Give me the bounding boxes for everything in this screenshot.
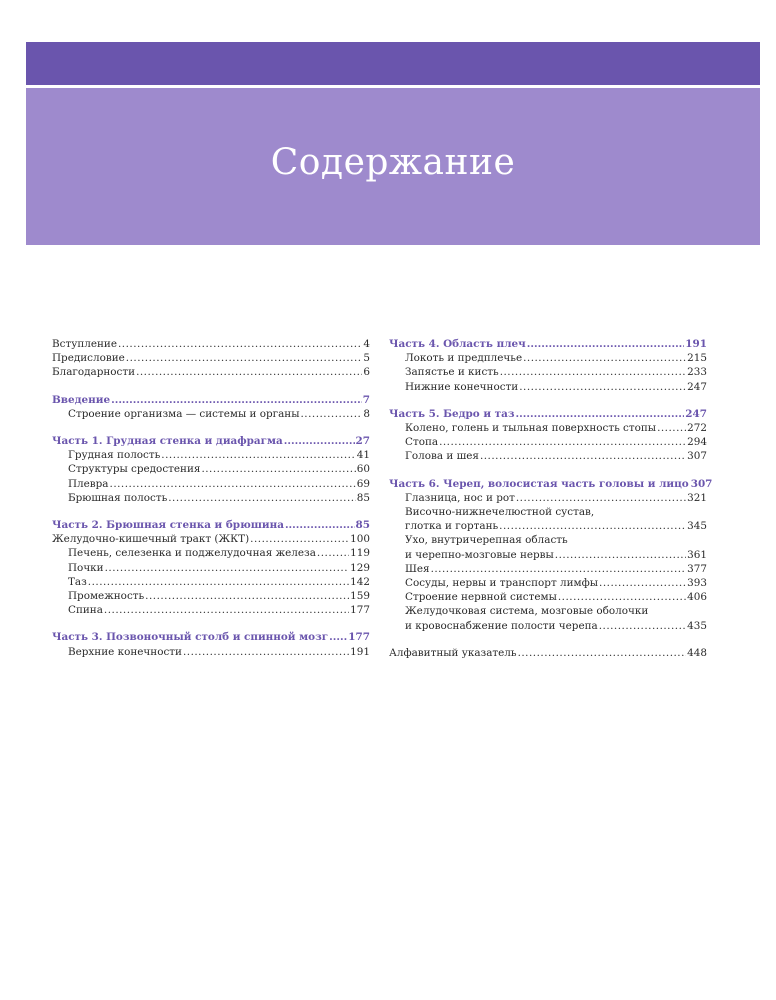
toc-part-heading[interactable] — [389, 477, 713, 491]
toc-page-number: 100 — [350, 533, 370, 546]
toc-entry-title: Алфавитный указатель — [389, 646, 517, 659]
toc-entry[interactable] — [389, 590, 707, 604]
toc-entry[interactable] — [389, 548, 707, 562]
dot-leader — [480, 449, 686, 463]
dot-leader — [285, 518, 355, 532]
toc-entry[interactable] — [52, 645, 370, 659]
toc-page-number: 294 — [687, 436, 707, 449]
toc-page-number: 191 — [685, 338, 707, 350]
toc-entry[interactable] — [389, 646, 707, 660]
toc-page-number: 7 — [362, 393, 370, 406]
toc-page-number: 4 — [363, 338, 370, 350]
dot-leader — [317, 546, 349, 560]
toc-entry-title: Печень, селезенка и поджелудочная железа — [68, 547, 316, 560]
dot-leader — [88, 575, 349, 589]
dot-leader — [518, 646, 687, 660]
dot-leader — [104, 603, 349, 617]
toc-entry-title: и черепно-мозговые нервы — [405, 548, 554, 561]
toc-entry[interactable] — [52, 532, 370, 546]
dot-leader — [118, 337, 362, 351]
toc-page-number: 41 — [356, 449, 370, 462]
dot-leader — [500, 365, 686, 379]
toc-entry[interactable] — [389, 435, 707, 449]
toc-entry[interactable] — [389, 421, 707, 435]
toc-entry-title: Колено, голень и тыльная поверхность стопы — [405, 422, 657, 435]
toc-spacer — [52, 617, 370, 630]
toc-entry-title: Часть 2. Брюшная стенка и брюшина — [52, 519, 284, 532]
toc-page-number: 406 — [687, 591, 707, 604]
toc-entry[interactable] — [52, 546, 370, 560]
toc-part-heading[interactable] — [52, 518, 370, 532]
dot-leader — [250, 532, 349, 546]
toc-page-number: 247 — [685, 407, 707, 420]
toc-page-number: 69 — [356, 477, 370, 490]
toc-entry-title: Почки — [68, 561, 104, 574]
toc-page-number: 177 — [348, 631, 370, 644]
toc-entry-title: Предисловие — [52, 352, 125, 365]
toc-entry-title: и кровоснабжение полости черепа — [405, 619, 598, 632]
dot-leader — [599, 619, 686, 633]
toc-entry-line: Желудочковая система, мозговые оболочки — [405, 605, 649, 618]
toc-entry[interactable] — [52, 575, 370, 589]
toc-page-number: 272 — [687, 422, 707, 435]
dot-leader — [599, 576, 686, 590]
toc-page-number: 247 — [687, 380, 707, 393]
dot-leader — [515, 407, 684, 421]
toc-entry[interactable] — [52, 407, 370, 421]
dot-leader — [284, 434, 355, 448]
toc-entry[interactable] — [52, 448, 370, 462]
toc-entry-title: Таз — [68, 575, 87, 588]
dot-leader — [168, 491, 356, 505]
toc-page-number: 345 — [687, 520, 707, 533]
toc-entry-title: Промежность — [68, 590, 145, 603]
toc-entry[interactable] — [389, 519, 707, 533]
toc-entry-title: Введение — [52, 393, 111, 406]
toc-part-heading[interactable] — [52, 630, 370, 644]
toc-page-number: 307 — [690, 477, 713, 490]
toc-column-left — [52, 337, 370, 659]
toc-page-number: 129 — [350, 561, 370, 574]
dot-leader — [126, 351, 363, 365]
toc-entry[interactable] — [52, 477, 370, 491]
toc-page-number: 27 — [355, 435, 370, 448]
toc-part-heading[interactable] — [52, 434, 370, 448]
toc-entry-title: Структуры средостения — [68, 463, 201, 476]
dot-leader — [110, 477, 356, 491]
dot-leader — [145, 589, 349, 603]
toc-page-number: 85 — [355, 519, 370, 532]
toc-entry-title: Стопа — [405, 436, 439, 449]
toc-entry[interactable] — [389, 619, 707, 633]
toc-page-number: 377 — [687, 562, 707, 575]
toc-entry-title: Желудочно-кишечный тракт (ЖКТ) — [52, 533, 250, 546]
dot-leader — [111, 393, 362, 407]
page-title: Содержание — [270, 142, 516, 183]
toc-entry-title: Часть 6. Череп, волосистая часть головы и лицо — [389, 477, 689, 490]
toc-entry[interactable] — [389, 351, 707, 365]
toc-page-number: 142 — [350, 575, 370, 588]
toc-page-number: 60 — [356, 463, 370, 476]
toc-entry[interactable] — [52, 603, 370, 617]
toc-entry-title: Локоть и предплечье — [405, 352, 523, 365]
toc-spacer — [389, 464, 707, 477]
toc-page-number: 393 — [687, 577, 707, 590]
title-band — [26, 88, 760, 245]
toc-entry-title: Нижние конечности — [405, 380, 519, 393]
toc-entry[interactable] — [389, 380, 707, 394]
toc-spacer — [52, 421, 370, 434]
toc-page-number: 85 — [356, 491, 370, 504]
toc-entry-title: Часть 3. Позвоночный столб и спинной мозг — [52, 631, 329, 644]
toc-entry-title: Часть 5. Бедро и таз — [389, 407, 515, 420]
toc-entry[interactable] — [52, 365, 370, 379]
toc-page-number: 119 — [350, 547, 370, 560]
toc-spacer — [52, 380, 370, 393]
toc-entry[interactable] — [52, 491, 370, 505]
toc-entry[interactable] — [389, 365, 707, 379]
toc-page-number: 435 — [687, 619, 707, 632]
toc-entry-title: Часть 1. Грудная стенка и диафрагма — [52, 435, 283, 448]
toc-entry[interactable] — [52, 462, 370, 476]
dot-leader — [161, 448, 355, 462]
toc-part-heading[interactable] — [389, 337, 707, 351]
toc-part-heading[interactable] — [52, 393, 370, 407]
toc-page-number: 448 — [687, 646, 707, 659]
toc-page-number: 5 — [363, 352, 370, 365]
dot-leader — [201, 462, 355, 476]
toc-page-number: 307 — [687, 450, 707, 463]
toc-page-number: 8 — [363, 407, 370, 420]
toc-page-number: 177 — [350, 604, 370, 617]
toc-entry[interactable] — [389, 449, 707, 463]
toc-entry[interactable] — [52, 351, 370, 365]
toc-page-number: 321 — [687, 491, 707, 504]
dot-leader — [431, 562, 687, 576]
dot-leader — [300, 407, 362, 421]
toc-entry-title: Строение нервной системы — [405, 591, 557, 604]
toc-spacer — [52, 505, 370, 518]
toc-entry[interactable] — [389, 576, 707, 590]
toc-page-number: 6 — [363, 366, 370, 379]
dot-leader — [516, 491, 686, 505]
dot-leader — [558, 590, 686, 604]
toc-entry-title: Вступление — [52, 338, 117, 350]
toc-entry-title: Благодарности — [52, 366, 136, 379]
toc-spacer — [389, 394, 707, 407]
toc-entry[interactable] — [389, 562, 707, 576]
dot-leader — [523, 351, 686, 365]
dot-leader — [657, 421, 686, 435]
toc-entry-title: Часть 4. Область плеч — [389, 338, 526, 350]
dot-leader — [183, 645, 349, 659]
toc-entry-title: Сосуды, нервы и транспорт лимфы — [405, 577, 599, 590]
toc-entry-title: Запястье и кисть — [405, 366, 499, 379]
dot-leader — [439, 435, 686, 449]
toc-entry[interactable] — [52, 589, 370, 603]
toc-entry[interactable] — [52, 561, 370, 575]
header-bar — [26, 42, 760, 85]
dot-leader — [555, 548, 686, 562]
dot-leader — [105, 561, 350, 575]
dot-leader — [499, 519, 686, 533]
toc-entry-title: Голова и шея — [405, 450, 479, 463]
toc-page-number: 191 — [350, 645, 370, 658]
toc-column-right — [389, 337, 713, 660]
toc-entry-line: Ухо, внутричерепная область — [405, 534, 568, 547]
toc-entry-title: Верхние конечности — [68, 645, 182, 658]
toc-entry-title: Строение организма — системы и органы — [68, 407, 300, 420]
toc-spacer — [389, 633, 707, 646]
toc-page-number: 215 — [687, 352, 707, 365]
toc-entry-title: Шея — [405, 562, 430, 575]
toc-entry-title: Глазница, нос и рот — [405, 491, 515, 504]
toc-entry-title: Спина — [68, 604, 103, 617]
toc-page-number: 361 — [687, 548, 707, 561]
toc-page-number: 233 — [687, 366, 707, 379]
toc-entry-title: Брюшная полость — [68, 491, 168, 504]
toc-entry-title: глотка и гортань — [405, 520, 499, 533]
dot-leader — [527, 337, 685, 351]
toc-part-heading[interactable] — [389, 407, 707, 421]
toc-entry-title: Плевра — [68, 477, 109, 490]
dot-leader — [519, 380, 686, 394]
dot-leader — [329, 630, 347, 644]
dot-leader — [136, 365, 362, 379]
toc-entry-line: Височно-нижнечелюстной сустав, — [405, 506, 595, 519]
toc-page-number: 159 — [350, 590, 370, 603]
toc-entry[interactable] — [389, 491, 707, 505]
toc-entry-title: Грудная полость — [68, 449, 161, 462]
toc-entry[interactable] — [52, 337, 370, 351]
